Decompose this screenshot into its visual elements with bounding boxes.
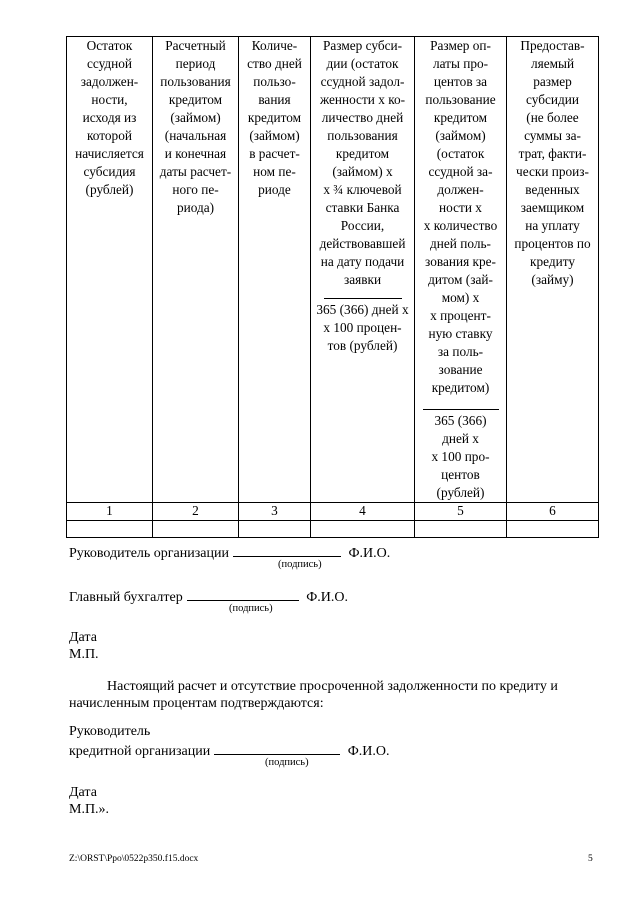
denominator-text-line: 365 (366) дней х (316, 302, 409, 317)
header-text-line: ном пе- (253, 164, 296, 179)
header-text-line: (не более (526, 110, 579, 125)
header-text-line: которой (87, 128, 132, 143)
header-text-line: Предостав- (520, 38, 585, 53)
header-text-line: ности х (439, 200, 482, 215)
signature-hint: (подпись) (278, 559, 322, 570)
header-text-line: центов за (433, 74, 488, 89)
header-text-line: (рублей) (85, 182, 134, 197)
denominator-text-line: х 100 процен- (323, 320, 402, 335)
head-signature-line (69, 543, 390, 562)
head-label: Руководитель организации (69, 546, 229, 561)
header-text-line: ссудной (86, 56, 133, 71)
credit-org-signature-line (69, 741, 390, 760)
column-number: 1 (67, 503, 153, 521)
header-text-line: ляемый (530, 56, 575, 71)
header-text-line: риода) (176, 200, 215, 215)
header-text-line: пользования (327, 128, 398, 143)
column-numbers-row (67, 503, 599, 521)
file-path: Z:\ORST\Ppo\0522p350.f15.docx (69, 854, 199, 864)
header-text-line: дней поль- (430, 236, 491, 251)
denominator-text-line: центов (441, 467, 480, 482)
denominator-text-line: тов (рублей) (327, 338, 398, 353)
header-text-line: субсидия (83, 164, 136, 179)
header-text-line: процентов по (514, 236, 591, 251)
header-text-line: дитом (зай- (428, 272, 493, 287)
credit-org-head-label-1: Руководитель (69, 724, 151, 739)
header-text-line: (остаток (436, 146, 485, 161)
table-row (67, 521, 599, 538)
header-text-line: зование (438, 362, 483, 377)
header-col-6 (507, 37, 599, 503)
header-text-line: заемщиком (520, 200, 585, 215)
header-text-line: ную ставку (428, 326, 493, 341)
table-cell[interactable] (311, 521, 415, 538)
header-text-line: должен- (437, 182, 484, 197)
header-text-line: латы про- (432, 56, 489, 71)
table-cell[interactable] (153, 521, 239, 538)
header-text-line: кредитом (433, 110, 488, 125)
header-text-line: России, (340, 218, 385, 233)
header-text-line: (начальная (164, 128, 227, 143)
header-text-line: веденных (525, 182, 580, 197)
header-text-line: кредитом) (431, 380, 490, 395)
header-text-line: и конечная (164, 146, 227, 161)
stamp-label: М.П. (69, 647, 99, 662)
header-text-line: Количе- (251, 38, 298, 53)
header-text-line: личество дней (321, 110, 404, 125)
header-text-line: заявки (343, 272, 382, 287)
header-text-line: ного пе- (172, 182, 219, 197)
header-col-1 (67, 37, 153, 503)
header-col-4 (311, 37, 415, 503)
header-text-line: ности, (91, 92, 128, 107)
header-col-3 (239, 37, 311, 503)
signature-field[interactable] (187, 587, 299, 601)
header-text-line: (займом) х (332, 164, 393, 179)
header-text-line: кредитом (335, 146, 390, 161)
header-text-line: Размер субси- (322, 38, 403, 53)
header-text-line: зования кре- (425, 254, 496, 269)
confirmation-paragraph: Настоящий расчет и отсутствие просроченной задолженности по кредиту и начисленным процентам подтверждаются: (69, 679, 558, 711)
header-col-2 (153, 37, 239, 503)
denominator-text-line: 365 (366) (434, 413, 487, 428)
header-text-line: на уплату (525, 218, 580, 233)
header-text-line: суммы за- (524, 128, 581, 143)
fraction-line (324, 298, 402, 299)
table-cell[interactable] (507, 521, 599, 538)
signature-field[interactable] (214, 741, 340, 755)
stamp-label: М.П.». (69, 802, 110, 817)
date-label: Дата (69, 630, 97, 645)
column-number: 3 (239, 503, 311, 521)
header-text-line: трат, факти- (518, 146, 587, 161)
column-number: 2 (153, 503, 239, 521)
signature-field[interactable] (233, 543, 341, 557)
chief-accountant-signature-line (69, 587, 348, 606)
header-text-line: даты расчет- (159, 164, 232, 179)
fio-label: Ф.И.О. (347, 744, 390, 759)
date-label: Дата (69, 785, 97, 800)
signature-hint: (подпись) (229, 603, 273, 614)
header-text-line: мом) х (441, 290, 480, 305)
chief-accountant-label: Главный бухгалтер (69, 590, 183, 605)
header-text-line: кредитом (247, 110, 302, 125)
header-text-line: ссудной задол- (320, 74, 405, 89)
header-text-line: ссудной за- (428, 164, 493, 179)
table-cell[interactable] (67, 521, 153, 538)
header-text-line: ство дней (247, 56, 302, 71)
column-number: 4 (311, 503, 415, 521)
denominator-text-line: (рублей) (436, 485, 485, 500)
header-text-line: Размер оп- (430, 38, 491, 53)
header-text-line: (займу) (531, 272, 574, 287)
header-text-line: чески произ- (516, 164, 589, 179)
header-text-line: Остаток (86, 38, 133, 53)
credit-org-head-label-2: кредитной организации (69, 744, 211, 759)
header-text-line: действовавшей (319, 236, 406, 251)
header-text-line: исходя из (82, 110, 137, 125)
fio-label: Ф.И.О. (306, 590, 349, 605)
header-text-line: кредиту (529, 254, 575, 269)
column-number: 6 (507, 503, 599, 521)
fraction-line (423, 409, 499, 410)
header-text-line: (займом) (435, 128, 486, 143)
header-text-line: задолжен- (80, 74, 139, 89)
header-text-line: за поль- (437, 344, 484, 359)
header-text-line: х процент- (430, 308, 491, 323)
denominator-text-line: дней х (442, 431, 479, 446)
header-text-line: х ¾ ключевой (323, 182, 402, 197)
header-text-line: дии (остаток (326, 56, 399, 71)
header-text-line: х количество (423, 218, 498, 233)
header-text-line: субсидии (526, 92, 579, 107)
header-text-line: вания (258, 92, 291, 107)
denominator-text-line: х 100 про- (431, 449, 490, 464)
table-cell[interactable] (239, 521, 311, 538)
header-text-line: период (175, 56, 216, 71)
header-text-line: пользо- (253, 74, 296, 89)
signature-hint: (подпись) (265, 757, 309, 768)
header-text-line: пользования (160, 74, 231, 89)
column-number: 5 (415, 503, 507, 521)
subsidy-calculation-table (66, 36, 599, 538)
header-text-line: женности х ко- (319, 92, 406, 107)
header-text-line: риоде (258, 182, 291, 197)
table-cell[interactable] (415, 521, 507, 538)
table-header-row (67, 37, 599, 503)
header-text-line: (займом) (249, 128, 300, 143)
fio-label: Ф.И.О. (348, 546, 391, 561)
header-col-5 (415, 37, 507, 503)
header-text-line: пользование (425, 92, 496, 107)
header-text-line: на дату подачи (320, 254, 405, 269)
header-text-line: в расчет- (249, 146, 300, 161)
header-text-line: Расчетный (165, 38, 226, 53)
header-text-line: размер (533, 74, 572, 89)
header-text-line: (займом) (170, 110, 221, 125)
header-text-line: кредитом (168, 92, 223, 107)
page-number: 5 (588, 854, 593, 864)
header-text-line: начисляется (75, 146, 144, 161)
header-text-line: ставки Банка (325, 200, 400, 215)
